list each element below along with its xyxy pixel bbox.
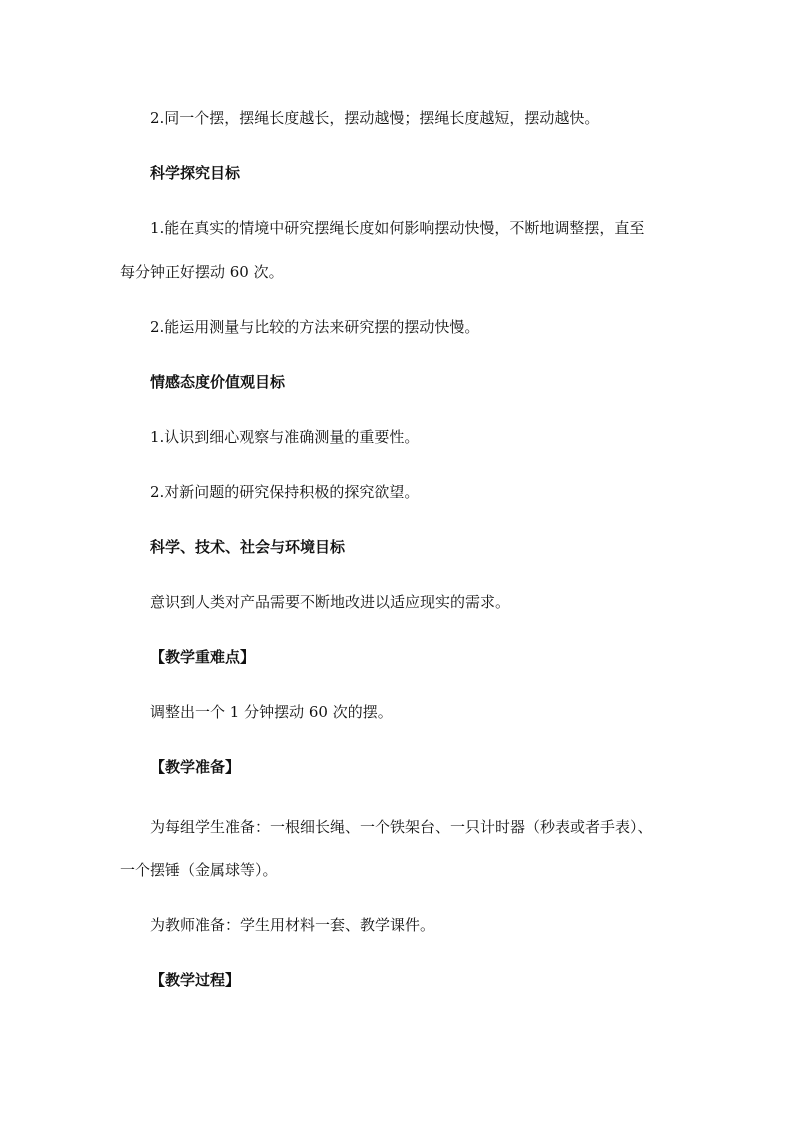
inquiry-goal-item-2: 2.能运用测量与比较的方法来研究摆的摆动快慢。	[150, 318, 480, 336]
inquiry-goals-heading: 科学探究目标	[150, 164, 241, 182]
inquiry-goal-item-1-line-1: 1.能在真实的情境中研究摆绳长度如何影响摆动快慢，不断地调整摆，直至	[150, 219, 645, 237]
attitude-goal-item-1: 1.认识到细心观察与准确测量的重要性。	[150, 428, 420, 446]
key-difficulty-heading: 【教学重难点】	[150, 648, 256, 666]
attitude-goal-item-2: 2.对新问题的研究保持积极的探究欲望。	[150, 483, 420, 501]
preparation-student-line-1: 为每组学生准备：一根细长绳、一个铁架台、一只计时器（秒表或者手表）、	[150, 818, 653, 836]
stse-goal-text: 意识到人类对产品需要不断地改进以适应现实的需求。	[150, 593, 511, 611]
stse-goals-heading: 科学、技术、社会与环境目标	[150, 538, 346, 556]
process-heading: 【教学过程】	[150, 971, 241, 989]
attitude-goals-heading: 情感态度价值观目标	[150, 373, 286, 391]
key-difficulty-text: 调整出一个 1 分钟摆动 60 次的摆。	[150, 703, 393, 721]
preparation-heading: 【教学准备】	[150, 758, 241, 776]
inquiry-goal-item-1-line-2: 每分钟正好摆动 60 次。	[120, 263, 284, 281]
knowledge-goal-item-2: 2.同一个摆，摆绳长度越长，摆动越慢；摆绳长度越短，摆动越快。	[150, 109, 600, 127]
preparation-student-line-2: 一个摆锤（金属球等）。	[120, 861, 278, 879]
preparation-teacher: 为教师准备：学生用材料一套、教学课件。	[150, 916, 436, 934]
